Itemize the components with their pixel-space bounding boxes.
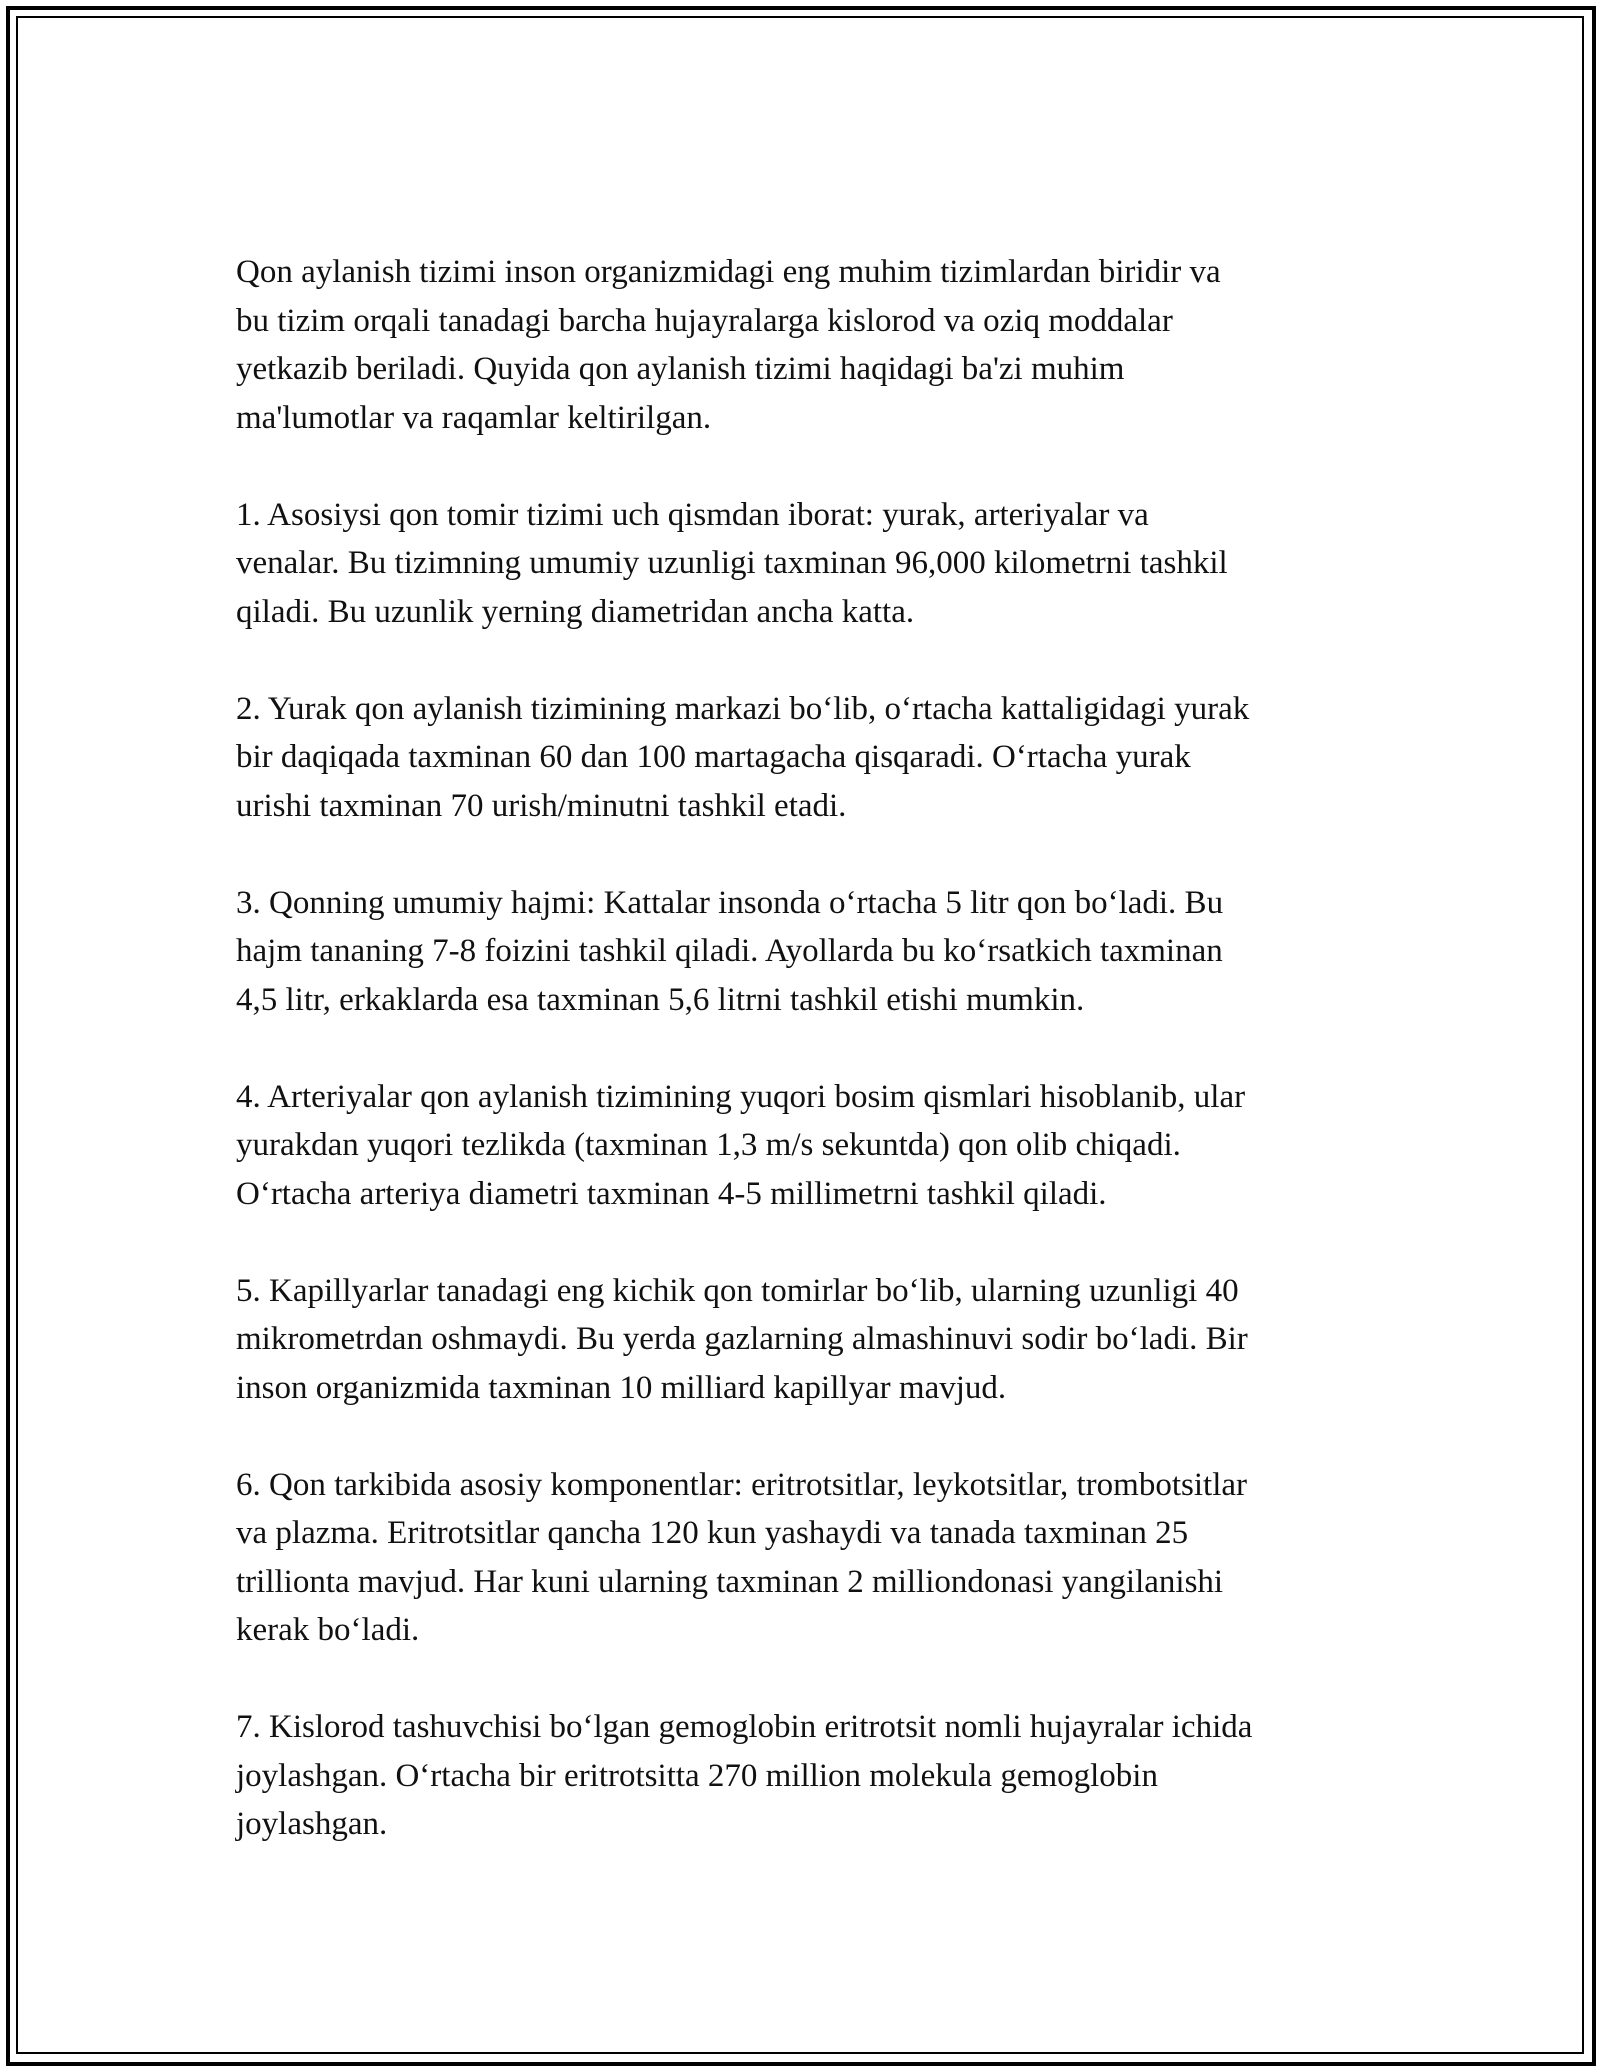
paragraph-1-vessel-system: 1. Asosiysi qon tomir tizimi uch qismdan iborat: yurak, arteriyalar va venalar. Bu tizimning umumiy uzunligi taxminan 96,000 kilometrni tashkil qiladi. Bu uzunlik yerning diametridan ancha katta. [236, 496, 1228, 630]
paragraph-7-hemoglobin: 7. Kislorod tashuvchisi bo‘lgan gemoglobin eritrotsit nomli hujayralar ichida joylashgan. O‘rtacha bir eritrotsitta 270 million molekula gemoglobin joylashgan. [236, 1709, 1253, 1842]
paragraph-3-blood-volume: 3. Qonning umumiy hajmi: Kattalar insonda o‘rtacha 5 litr qon bo‘ladi. Bu hajm tananing 7-8 foizini tashkil qiladi. Ayollarda bu ko‘rsatkich taxminan 4,5 litr, erkaklarda esa taxminan 5,6 litrni tashkil etishi mumkin. [236, 884, 1224, 1018]
paragraph-5-capillaries: 5. Kapillyarlar tanadagi eng kichik qon tomirlar bo‘lib, ularning uzunligi 40 mikrometrdan oshmaydi. Bu yerda gazlarning almashinuvi sodir bo‘ladi. Bir inson organizmida taxminan 10 milliard kapillyar mavjud. [236, 1272, 1248, 1406]
document-body [236, 248, 1376, 1849]
paragraph-4-arteries: 4. Arteriyalar qon aylanish tizimining yuqori bosim qismlari hisoblanib, ular yurakdan yuqori tezlikda (taxminan 1,3 m/s sekuntda) qon olib chiqadi. O‘rtacha arteriya diametri taxminan 4-5 millimetrni tashkil qiladi. [236, 1078, 1246, 1212]
paragraph-2-heart: 2. Yurak qon aylanish tizimining markazi bo‘lib, o‘rtacha kattaligidagi yurak bir daqiqada taxminan 60 dan 100 martagacha qisqaradi. O‘rtacha yurak urishi taxminan 70 urish/minutni tashkil etadi. [236, 690, 1250, 824]
intro-paragraph: Qon aylanish tizimi inson organizmidagi eng muhim tizimlardan biridir va bu tizim orqali tanadagi barcha hujayralarga kislorod va oziq moddalar yetkazib beriladi. Quyida qon aylanish tizimi haqidagi ba'zi muhim ma'lumotlar va raqamlar keltirilgan. [236, 254, 1221, 436]
paragraph-6-blood-components: 6. Qon tarkibida asosiy komponentlar: eritrotsitlar, leykotsitlar, trombotsitlar va plazma. Eritrotsitlar qancha 120 kun yashaydi va tanada taxminan 25 trillionta mavjud. Har kuni ularning taxminan 2 milliondonasi yangilanishi kerak bo‘ladi. [236, 1466, 1247, 1648]
